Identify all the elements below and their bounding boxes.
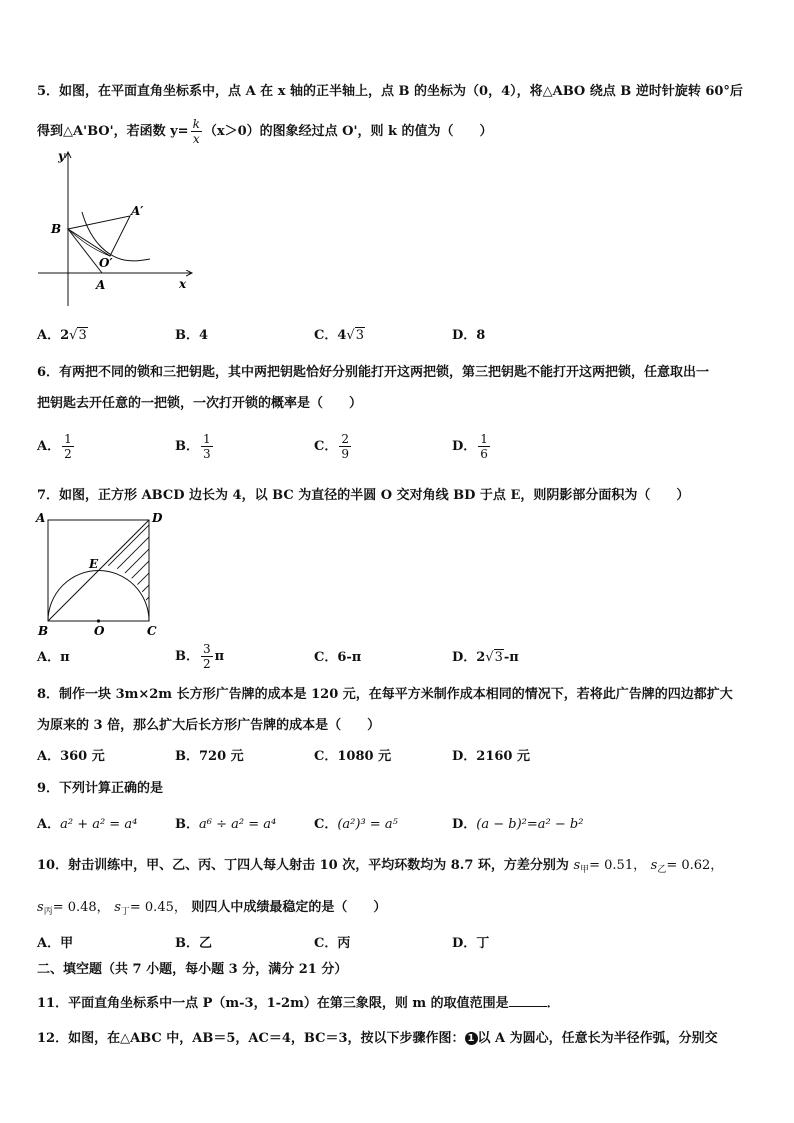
q5-line-1: 5．如图，在平面直角坐标系中，点 A 在 x 轴的正半轴上，点 B 的坐标为（0，4），将△ABO 绕点 B 逆时针旋转 60°后 <box>37 84 743 99</box>
q7-option-c-letter: C． <box>314 650 338 665</box>
q10-line-1-pre: 10．射击训练中，甲、乙、丙、丁四人每人射击 10 次，平均环数均为 8.7 环，方差分别为 <box>37 858 569 873</box>
q12-line-1-post: 以 A 为圆心，任意长为半径作弧，分别交 <box>477 1031 718 1046</box>
q10-s-jia-value: = 0.51， <box>589 858 647 873</box>
q6-option-b-den: 3 <box>203 447 211 461</box>
q5-option-c-radicand: 3 <box>355 328 364 343</box>
q8-option-c-text: 1080 元 <box>337 749 392 764</box>
q10-line-2 <box>37 898 758 922</box>
q5-option-a[interactable] <box>37 326 88 346</box>
q9-option-d-expr: (a − b)²=a² − b² <box>476 817 584 832</box>
q10-variance-ding: $s_丁= 0.45$， <box>114 900 187 917</box>
q9-option-a-expr: a² + a² = a⁴ <box>60 817 138 832</box>
q10-variance-jia: $s_甲= 0.51$， <box>573 858 647 875</box>
q6-option-b-letter: B． <box>175 439 199 454</box>
q5-func-numerator: k <box>192 117 200 131</box>
q10-option-d[interactable] <box>452 934 489 954</box>
q5-segment-ba <box>68 229 102 273</box>
q10-option-b-text: 乙 <box>199 936 213 951</box>
q10-option-c-text: 丙 <box>337 936 351 951</box>
q5-line-2-pre: 得到△A'BO'，若函数 y= <box>37 124 189 139</box>
q10-option-a[interactable] <box>37 934 73 954</box>
q5-figure <box>36 148 196 310</box>
q6-line-2: 把钥匙去开任意的一把锁，一次打开锁的概率是（ ） <box>37 396 363 411</box>
q7-figure <box>34 510 174 640</box>
q5-option-a-radicand: 3 <box>78 328 87 343</box>
q6-option-d-den: 6 <box>480 447 488 461</box>
q7-option-b-fraction <box>201 642 213 671</box>
q5-option-d-letter: D． <box>452 328 477 343</box>
q7-label-e: E <box>89 557 99 571</box>
q5-option-c-coef: 4 <box>337 328 347 343</box>
q5-label-a-prime: A′ <box>131 204 144 218</box>
q8-option-b-text: 720 元 <box>199 749 244 764</box>
q6-option-c-fraction <box>339 432 351 461</box>
q9-option-c[interactable] <box>314 815 398 835</box>
q6-option-a[interactable] <box>37 432 76 461</box>
q8-option-b[interactable] <box>175 747 244 767</box>
q7-shaded-region <box>94 520 174 604</box>
section-2-title: 二、填空题（共 7 小题，每小题 3 分，满分 21 分） <box>37 962 348 977</box>
q9-option-c-expr: (a²)³ = a⁵ <box>337 817 398 832</box>
q5-option-c-sqrt: √3 <box>346 328 364 343</box>
q10-option-a-text: 甲 <box>60 936 74 951</box>
q8-option-a[interactable] <box>37 747 105 767</box>
q7-semicircle <box>48 571 149 621</box>
q5-label-x: x <box>179 277 187 291</box>
q5-option-b-text: 4 <box>199 328 209 343</box>
q7-option-b-letter: B． <box>175 649 199 664</box>
q7-option-b-num: 3 <box>203 642 211 656</box>
q10-sub-ding: 丁 <box>120 907 130 917</box>
q8-option-a-letter: A． <box>37 749 61 764</box>
q11-line-1-pre: 11．平面直角坐标系中一点 P（m-3，1-2m）在第三象限，则 m 的取值范围是 <box>37 996 509 1011</box>
q5-option-d[interactable] <box>452 326 485 346</box>
q5-label-y: y <box>58 149 65 163</box>
q8-option-d[interactable] <box>452 747 530 767</box>
q8-option-d-text: 2160 元 <box>476 749 530 764</box>
q11-answer-blank[interactable] <box>509 994 547 1007</box>
q5-option-b-letter: B． <box>175 328 199 343</box>
q5-option-c-letter: C． <box>314 328 338 343</box>
q7-label-b: B <box>38 624 49 638</box>
q5-option-c[interactable] <box>314 326 365 346</box>
q7-line-1: 7．如图，正方形 ABCD 边长为 4，以 BC 为直径的半圆 O 交对角线 BD 于点 E，则阴影部分面积为（ ） <box>37 488 690 503</box>
q7-option-c-text: 6-π <box>337 650 362 665</box>
q7-option-a-letter: A． <box>37 650 61 665</box>
q6-option-c-den: 9 <box>341 447 349 461</box>
q7-label-c: C <box>147 624 157 638</box>
q6-option-a-fraction <box>62 432 74 461</box>
q11-line-1 <box>37 994 758 1014</box>
q9-option-b[interactable] <box>175 815 276 835</box>
q10-option-c-letter: C． <box>314 936 338 951</box>
q10-line-1 <box>37 856 758 880</box>
q6-option-d-fraction <box>478 432 490 461</box>
q10-s-ding-value: = 0.45， <box>129 900 187 915</box>
q7-option-c[interactable] <box>314 648 361 668</box>
q9-line-1: 9．下列计算正确的是 <box>37 781 164 796</box>
q5-label-o-prime: O′ <box>99 256 113 270</box>
q6-option-d-letter: D． <box>452 439 477 454</box>
q7-label-a: A <box>36 511 46 525</box>
q10-variance-bing: $s_丙= 0.48$， <box>37 900 110 917</box>
q6-option-a-den: 2 <box>64 447 72 461</box>
q6-line-1: 6．有两把不同的锁和三把钥匙，其中两把钥匙恰好分别能打开这两把锁，第三把钥匙不能打开这两把锁，任意取出一 <box>37 365 710 380</box>
q9-option-b-letter: B． <box>175 817 199 832</box>
q10-sub-yi: 乙 <box>657 865 667 875</box>
q7-label-o: O <box>94 624 105 638</box>
q10-option-b-letter: B． <box>175 936 199 951</box>
q10-option-c[interactable] <box>314 934 350 954</box>
q7-option-d[interactable] <box>452 648 519 668</box>
q8-line-2: 为原来的 3 倍，那么扩大后长方形广告牌的成本是（ ） <box>37 718 381 733</box>
q9-option-d[interactable] <box>452 815 583 835</box>
q5-func-denominator: x <box>192 132 200 146</box>
q10-option-b[interactable] <box>175 934 212 954</box>
q10-option-d-letter: D． <box>452 936 477 951</box>
q6-option-a-letter: A． <box>37 439 61 454</box>
q7-label-d: D <box>152 511 163 525</box>
q9-option-a-letter: A． <box>37 817 61 832</box>
q7-option-a[interactable] <box>37 648 70 668</box>
q6-option-b-fraction <box>201 432 213 461</box>
q6-option-d-num: 1 <box>480 432 488 446</box>
q7-center-o-dot <box>97 619 100 622</box>
q10-sub-jia: 甲 <box>580 865 590 875</box>
q7-option-b-text: π <box>214 649 225 664</box>
q12-line-1-pre: 12．如图，在△ABC 中，AB＝5，AC＝4，BC＝3，按以下步骤作图： <box>37 1031 465 1046</box>
q7-option-d-coef: 2 <box>476 650 486 665</box>
q9-option-b-expr: a⁶ ÷ a² = a⁴ <box>199 817 277 832</box>
q6-option-c[interactable] <box>314 432 353 461</box>
q5-option-a-letter: A． <box>37 328 61 343</box>
q8-option-b-letter: B． <box>175 749 199 764</box>
q8-option-d-letter: D． <box>452 749 477 764</box>
q6-option-b-num: 1 <box>203 432 211 446</box>
q8-option-a-text: 360 元 <box>60 749 105 764</box>
q8-option-c-letter: C． <box>314 749 338 764</box>
q5-option-b[interactable] <box>175 326 208 346</box>
q5-triangle-a-prime-b-o-prime <box>68 216 130 256</box>
q5-function-fraction <box>191 117 202 146</box>
q6-option-a-num: 1 <box>64 432 72 446</box>
q7-option-b[interactable] <box>175 642 224 671</box>
q9-option-c-letter: C． <box>314 817 338 832</box>
q5-option-a-sqrt: √3 <box>69 328 87 343</box>
q7-option-d-sqrt: √3 <box>485 650 503 665</box>
q10-sub-bing: 丙 <box>43 907 53 917</box>
q8-line-1: 8．制作一块 3m×2m 长方形广告牌的成本是 120 元，在每平方米制作成本相同的情况下，若将此广告牌的四边都扩大 <box>37 687 733 702</box>
q10-option-d-text: 丁 <box>476 936 490 951</box>
q12-line-1 <box>37 1029 758 1049</box>
q6-option-d[interactable] <box>452 432 492 461</box>
q12-step-1-marker: 1 <box>465 1032 478 1045</box>
q5-option-a-coef: 2 <box>60 328 70 343</box>
q5-label-b: B <box>51 222 62 236</box>
q7-option-d-letter: D． <box>452 650 477 665</box>
q9-option-d-letter: D． <box>452 817 477 832</box>
q7-option-a-text: π <box>60 650 70 665</box>
q7-option-b-den: 2 <box>203 657 211 671</box>
q5-line-2 <box>37 117 758 146</box>
q9-option-a[interactable] <box>37 815 137 835</box>
q10-option-a-letter: A． <box>37 936 61 951</box>
q5-option-d-text: 8 <box>476 328 486 343</box>
q7-option-d-radicand: 3 <box>494 650 503 665</box>
q10-s-bing-value: = 0.48， <box>52 900 110 915</box>
q6-option-c-letter: C． <box>314 439 338 454</box>
q6-option-b[interactable] <box>175 432 215 461</box>
q8-option-c[interactable] <box>314 747 391 767</box>
q11-line-1-post: ． <box>546 996 560 1011</box>
q10-variance-yi: $s_乙= 0.62$， <box>650 858 724 875</box>
q6-option-c-num: 2 <box>341 432 349 446</box>
q7-option-d-text: -π <box>503 650 519 665</box>
q5-line-2-post: （x＞0）的图象经过点 O'，则 k 的值为（ ） <box>203 124 493 139</box>
q10-s-yi-value: = 0.62， <box>666 858 724 873</box>
q10-line-2-post: 则四人中成绩最稳定的是（ ） <box>191 900 387 915</box>
q5-label-a: A <box>96 278 106 292</box>
